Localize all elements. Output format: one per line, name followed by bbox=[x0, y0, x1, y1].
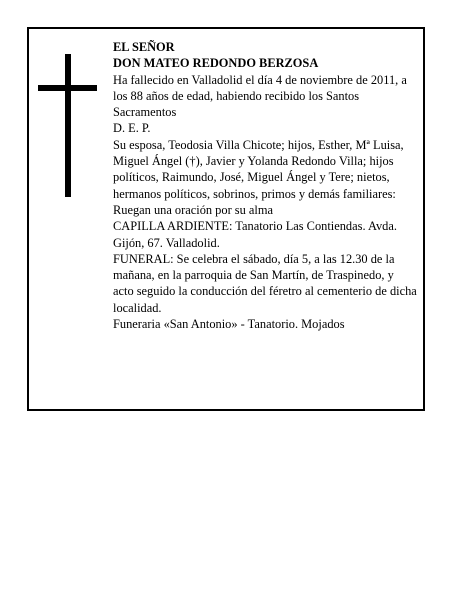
funeral-details: FUNERAL: Se celebra el sábado, día 5, a las 12.30 de la mañana, en la parroquia de San Martín, de Traspinedo, y acto seguido la conducción del féretro al cementerio de dicha localidad. bbox=[113, 251, 417, 315]
deceased-name: DON MATEO REDONDO BERZOSA bbox=[113, 56, 319, 71]
cross-horizontal-bar bbox=[38, 85, 97, 91]
death-announcement: Ha fallecido en Valladolid el día 4 de noviembre de 2011, a los 88 años de edad, habiendo recibido los Santos Sacramentos bbox=[113, 72, 407, 120]
prayer-request: Ruegan una oración por su alma bbox=[113, 202, 273, 217]
chapel-details: CAPILLA ARDIENTE: Tanatorio Las Contiendas. Avda. Gijón, 67. Valladolid. bbox=[113, 219, 397, 250]
cross-vertical-bar bbox=[65, 54, 71, 197]
cross-icon bbox=[38, 54, 97, 197]
family-list: Su esposa, Teodosia Villa Chicote; hijos, Esther, Mª Luisa, Miguel Ángel (†), Javier y Yolanda Redondo Villa; hijos políticos, Raimundo, José, Miguel Ángel y Tere; nietos, hermanos políticos, sobrinos, primos y demás familiares: bbox=[113, 137, 404, 201]
rest-in-peace: D. E. P. bbox=[113, 121, 151, 136]
notice-title: EL SEÑOR bbox=[113, 40, 175, 54]
obituary-text bbox=[113, 39, 417, 332]
funeral-home: Funeraria «San Antonio» - Tanatorio. Mojados bbox=[113, 317, 345, 332]
